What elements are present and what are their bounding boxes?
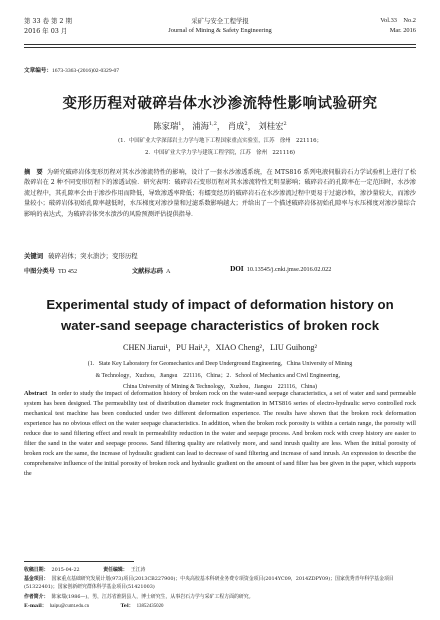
chinese-authors: 陈家瑞$^1$， 浦海$^{1,2}$， 肖成$^2$， 刘桂宏$^2$	[153, 121, 287, 131]
author-sup: 2	[244, 121, 248, 128]
header-vol-no: Vol.33 No.2	[380, 17, 416, 24]
header-journal-cn: 采矿与安全工程学报	[191, 17, 249, 25]
article-number-label: 文章编号：	[24, 68, 52, 74]
doc-label: 文献标志码	[132, 268, 163, 275]
author-name: 肖成	[227, 121, 245, 131]
doi	[230, 266, 331, 273]
footnote-fund	[24, 575, 416, 591]
doi-value: 10.13545/j.cnki.jmse.2016.02.022	[246, 266, 332, 273]
chinese-affiliation-1: (1．中国矿业大学深部岩土力学与地下工程国家重点实验室，江苏 徐州 221116；	[117, 138, 322, 144]
header-journal-en: Journal of Mining & Safety Engineering	[168, 27, 272, 34]
author-sup: 2	[283, 121, 287, 128]
keywords-label: 关键词	[24, 252, 44, 260]
author-name: 浦海	[192, 121, 209, 131]
received-value: 2015-04-22	[51, 567, 80, 573]
footnote-received	[24, 566, 416, 574]
author-bio-value: 陈家瑞(1986—)，男，江苏省淮阴县人，博士研究生，从事岩石力学与采矿工程方面的研究。	[51, 594, 254, 600]
english-title	[0, 294, 440, 336]
english-affiliation-line: & Technology，Xuzhou，Jiangsu 221116，China；2．School of Mechanics and Civil Engineering，	[95, 372, 345, 379]
fund-value: 国家重点基础研究发展计划(973)项目(2013CB227900)；中央高校基本科研业务费专项资金项目(2014YC09，2014ZDPY09)；国家优秀青年科学基金项目(51322401)；国家创新研究群体科学基金项目(51421003)	[24, 576, 394, 590]
clc-code	[24, 266, 77, 275]
doc-value: A	[166, 268, 171, 275]
author-sup: 1	[178, 121, 182, 128]
editor-label: 责任编辑：	[103, 567, 128, 573]
keywords-text: 破碎岩体；突水溃沙；变形历程	[48, 252, 138, 260]
english-title-line: Experimental study of impact of deformation history on	[46, 297, 394, 312]
english-abstract-text: In order to study the impact of deformation history of broken rock on the water-sand seepage characteristics, a set of water and sand permeable system has been designed. The permeability test of distribution diameter rock fragmentation in MTS816 series of electro-hydraulic servo controlled rock mechanical test machine has been conducted under two different deformation experience. The results have shown that the broken rock deformation experience has no obvious effect on the water seepage characteristics. In addition, when the broken rock porosity is within a certain range, the porosity will reduce due to sand filtering effect and result in permeability reduction in the water and seepage process. And broken rock with creep history are easier to filter the sand in the water and seepage process. Sand filtering quality are relatively more, and sand inrush quality are less. When the initial porosity of broken rock are the same, the increase of hydraulic gradient can lead to decrease of sand filtering and increase of sand inrush. An expression to describe the comprehensive influence of the initial porosity of broken rock and hydraulic gradient on the amount of sand filter has bee given in the paper, which supports the	[24, 390, 416, 478]
doi-label: DOI	[230, 266, 244, 273]
author-name: 刘桂宏	[258, 121, 284, 131]
header-rule	[24, 44, 416, 45]
clc-value: TD 452	[58, 268, 78, 275]
received-label: 收稿日期：	[24, 567, 49, 573]
tel-value: 13852435020	[136, 604, 164, 609]
english-abstract-label: Abstract	[24, 390, 48, 397]
fund-label: 基金项目：	[24, 576, 49, 582]
chinese-affiliation-2: 2．中国矿业大学力学与建筑工程学院，江苏 徐州 221116)	[144, 150, 296, 156]
clc-label: 中图分类号	[24, 268, 55, 275]
header-date-cn: 2016 年 03 月	[24, 27, 68, 35]
tel-label: Tel：	[120, 603, 134, 609]
author-name: 陈家瑞	[153, 121, 179, 131]
chinese-abstract	[24, 168, 416, 220]
article-number	[24, 66, 119, 74]
email-label: E-mail：	[24, 603, 47, 609]
author-bio-label: 作者简介：	[24, 594, 49, 600]
english-title-line: water-sand seepage characteristics of broken rock	[60, 318, 380, 333]
chinese-abstract-text: 为研究破碎岩体变形历程对其水沙渗流特性的影响，设计了一套水沙渗透系统，在 MTS816 系列电液伺服岩石力学试验机上进行了松散碎岩在 2 种不同变形历程下的渗透试验．研究表明：破碎岩石变形历程对其水渗流特性无明显影响；破碎岩石的孔隙率在一定范围时，水沙渗流过程中，其孔隙率会由于渗沙作用而降低，导致渗透率降低；有蠕变经历的破碎岩石在水沙渗流过程中更易于过滤沙粒，渗沙量较大，而渗沙量较小；破碎岩体初始孔隙率越低时，水压梯度对渗沙量和过滤系数影响越大；并给出了一个描述破碎岩体初始孔隙率与水压梯度对渗沙量综合影响的表达式，为破碎岩体突水溃沙的风险预测评估提供指导．	[24, 169, 417, 218]
english-authors: CHEN Jiarui¹，PU Hai¹,²，XIAO Cheng²，LIU Guihong²	[123, 343, 317, 352]
header-rule-thin	[24, 47, 416, 48]
header-journal	[24, 16, 416, 36]
running-header	[24, 14, 416, 46]
header-date-en: Mar. 2016	[389, 27, 416, 34]
chinese-keywords	[24, 251, 416, 260]
english-abstract	[24, 389, 416, 479]
english-affiliation-line: (1．State Key Laboratory for Geomechanics and Deep Underground Engineering，China University of Mining	[87, 361, 353, 367]
author-sup: 1,2	[208, 121, 217, 128]
header-volume-issue: 第 33 卷 第 2 期	[24, 17, 72, 25]
editor-value: 王江涛	[130, 567, 146, 573]
email-value: haipu@cumt.edu.cn	[49, 604, 90, 609]
footnote-rule	[24, 561, 134, 562]
english-affiliation-line: China University of Mining & Technology，Xuzhou，Jiangsu 221116，China)	[123, 384, 317, 390]
chinese-title: 变形历程对破碎岩体水沙渗流特性影响试验研究	[62, 95, 378, 112]
document-code	[132, 266, 171, 275]
chinese-abstract-label: 摘 要	[24, 169, 43, 176]
footnote-author	[24, 593, 416, 601]
footnote-contact	[24, 602, 416, 611]
article-number-value: 1673-3363-(2016)02-0329-07	[51, 68, 120, 74]
header-vol-en	[380, 16, 416, 36]
